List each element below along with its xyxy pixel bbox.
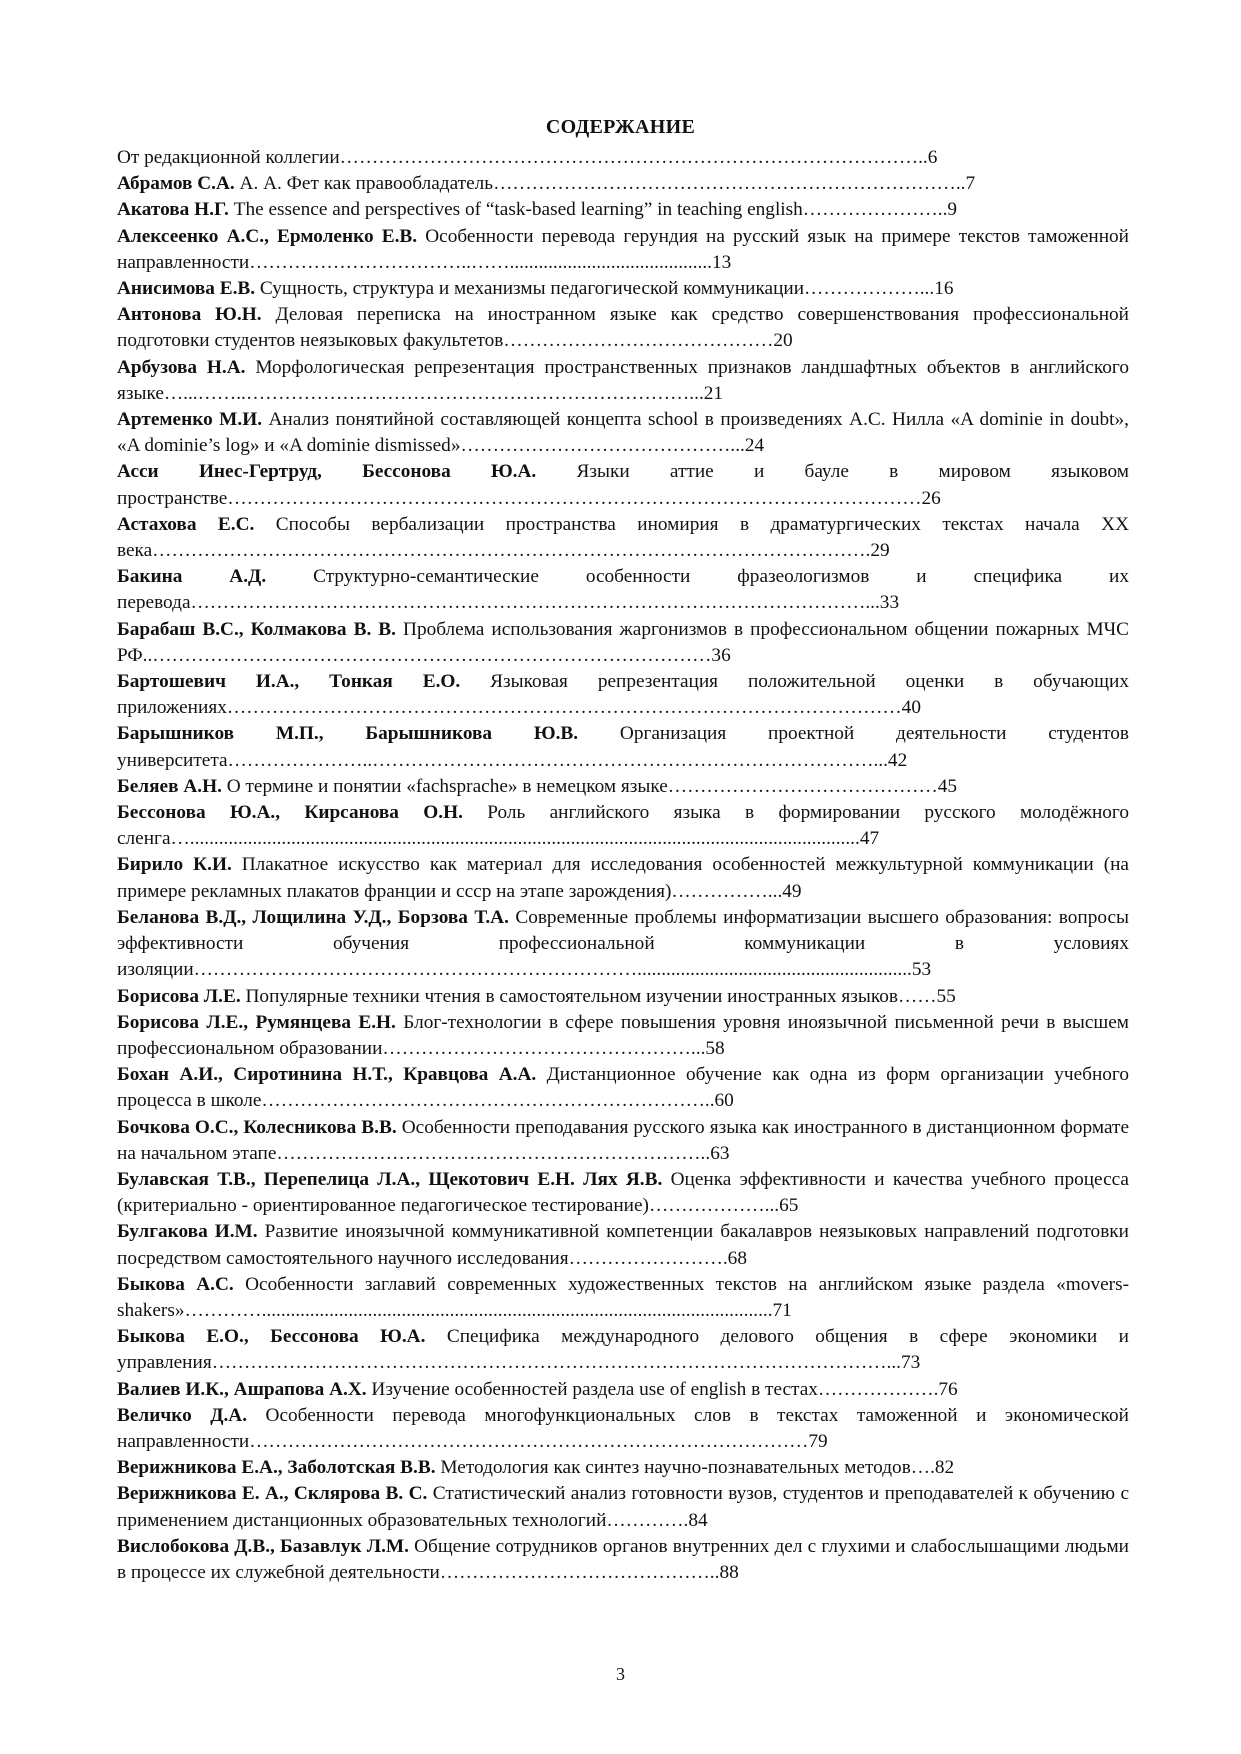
toc-entry <box>117 1219 1129 1271</box>
toc-entry-text: The essence and perspectives of “task-based learning” in teaching english…………………..9 <box>228 199 958 221</box>
toc-entry-authors: Валиев И.К., Ашрапова А.Х. <box>117 1378 367 1400</box>
toc-entry <box>117 302 1129 354</box>
toc-entry <box>117 1010 1129 1062</box>
toc-entry <box>117 1403 1129 1455</box>
toc-entry-authors: Бакина А.Д. <box>117 566 267 588</box>
toc-entry-authors: Булавская Т.В., Перепелица Л.А., Щекотович Е.Н. Лях Я.В. <box>117 1168 663 1190</box>
toc-entry <box>117 512 1129 564</box>
toc-entry <box>117 1062 1129 1114</box>
toc-entry <box>117 1324 1129 1376</box>
toc-entry-text: Проблема использования жаргонизмов в профессиональном общении пожарных МЧС РФ..……………………………………………………………………………36 <box>117 618 1129 666</box>
toc-entry-authors: Антонова Ю.Н. <box>117 304 262 326</box>
toc-entry-authors: Артеменко М.И. <box>117 409 263 431</box>
toc-entry <box>117 459 1129 511</box>
toc-entry <box>117 1115 1129 1167</box>
toc-entry-authors: Величко Д.А. <box>117 1404 248 1426</box>
toc-entry-authors: Асси Инес-Гертруд, Бессонова Ю.А. <box>117 461 537 483</box>
toc-entry <box>117 564 1129 616</box>
toc-entry <box>117 905 1129 984</box>
toc-entry-text: Развитие иноязычной коммуникативной компетенции бакалавров неязыковых направлений подготовки посредством самостоятельного научного исследования…………………….68 <box>117 1221 1129 1269</box>
toc-entry <box>117 1481 1129 1533</box>
toc-entry <box>117 1377 1129 1403</box>
toc-entry-authors: Бирило К.И. <box>117 854 232 876</box>
toc-entry-text: Языки аттие и бауле в мировом языковом пространстве………………………………………………………………………………………………26 <box>117 461 1129 509</box>
toc-entry-text: Изучение особенностей раздела use of english в тестах……………….76 <box>366 1378 958 1400</box>
toc-entry-text: О термине и понятии «fachsprache» в немецком языке……………………………………45 <box>221 775 958 797</box>
toc-entry-authors: Булгакова И.М. <box>117 1221 258 1243</box>
toc-entry <box>117 800 1129 852</box>
toc-entry <box>117 984 1129 1010</box>
toc-entry <box>117 669 1129 721</box>
toc-entry-text: Методология как синтез научно-познавательных методов….82 <box>435 1457 955 1479</box>
toc-entry-authors: Верижникова Е. А., Склярова В. С. <box>117 1483 428 1505</box>
toc-entry <box>117 197 1129 223</box>
toc-entry-text: Организация проектной деятельности студентов университета…………………..……………………………………………………………………...42 <box>117 723 1129 771</box>
toc-entry-authors: Астахова Е.С. <box>117 513 255 535</box>
toc-entry-text: Общение сотрудников органов внутренних дел с глухими и слабослышащими людьми в процессе их служебной деятельности……………………………………..88 <box>117 1535 1129 1583</box>
toc-entry-text: Особенности перевода герундия на русский язык на примере текстов таможенной направленности……………………………..……..........................................13 <box>117 225 1129 273</box>
toc-entry <box>117 276 1129 302</box>
toc-entry-text: Особенности заглавий современных художественных текстов на английском языке раздела «movers-shakers»…………..........................................................................................................71 <box>117 1273 1129 1321</box>
toc-entry-text: Структурно-семантические особенности фразеологизмов и специфика их перевода……………………………………………………………………………………………...33 <box>117 566 1129 614</box>
toc-entry-text: Морфологическая репрезентация пространственных признаков ландшафтных объектов в английского языке…...……..……………………………………………………………...21 <box>117 356 1129 404</box>
toc-entry-text: Особенности преподавания русского языка как иностранного в дистанционном формате на начальном этапе…………………………………………………………..63 <box>117 1116 1129 1164</box>
toc-entry-authors: Верижникова Е.А., Заболотская В.В. <box>117 1457 436 1479</box>
toc-entry-authors: Барышников М.П., Барышникова Ю.В. <box>117 723 579 745</box>
toc-entry <box>117 407 1129 459</box>
toc-entry <box>117 721 1129 773</box>
toc-entry-text: Современные проблемы информатизации высшего образования: вопросы эффективности обучения профессиональной коммуникации в условиях изоляции…………………………………………………………….........................................................53 <box>117 906 1129 981</box>
toc-entry-authors: Быкова А.С. <box>117 1273 234 1295</box>
toc-entry-authors: Бочкова О.С., Колесникова В.В. <box>117 1116 397 1138</box>
toc-entry-text: А. А. Фет как правообладатель………………………………………………………………..7 <box>234 173 976 195</box>
toc-entry-authors: Борисова Л.Е., Румянцева Е.Н. <box>117 1011 396 1033</box>
toc-entry-text: Анализ понятийной составляющей концепта school в произведениях А.С. Нилла «A dominie in doubt», «A dominie’s log» и «A dominie dismissed»……………………………………...24 <box>117 409 1129 457</box>
toc-entry <box>117 774 1129 800</box>
toc-entry-text: Роль английского языка в формировании русского молодёжного сленга…...........................................................................................................................................47 <box>117 802 1129 850</box>
toc-entry-text: Особенности перевода многофункциональных слов в текстах таможенной и экономической направленности……………………………………………………………………………79 <box>117 1404 1129 1452</box>
toc-entry <box>117 617 1129 669</box>
toc-entry-authors: Беланова В.Д., Лощилина У.Д., Борзова Т.А. <box>117 906 509 928</box>
toc-entries-list <box>117 145 1129 1586</box>
toc-entry-text: Оценка эффективности и качества учебного процесса (критериально - ориентированное педагогическое тестирование)………………...65 <box>117 1168 1129 1217</box>
toc-entry-text: Статистический анализ готовности вузов, студентов и преподавателей к обучению с применением дистанционных образовательных технологий………….84 <box>117 1483 1129 1531</box>
toc-entry-text: Деловая переписка на иностранном языке как средство совершенствования профессиональной подготовки студентов неязыковых факультетов……………………………………20 <box>117 304 1129 352</box>
toc-entry <box>117 145 1129 171</box>
toc-entry-text: Популярные техники чтения в самостоятельном изучении иностранных языков……55 <box>240 985 956 1007</box>
toc-entry-authors: Арбузова Н.А. <box>117 356 246 378</box>
toc-entry <box>117 1272 1129 1324</box>
toc-entry-text: Способы вербализации пространства иномирия в драматургических текстах начала XX века………………………………………………………………………………………………….29 <box>117 513 1130 562</box>
toc-entry <box>117 171 1129 197</box>
toc-entry-text: Сущность, структура и механизмы педагогической коммуникации………………...16 <box>255 278 954 300</box>
toc-entry-authors: Акатова Н.Г. <box>117 199 229 221</box>
page-number: 3 <box>616 1664 625 1684</box>
toc-entry-authors: Бартошевич И.А., Тонкая Е.О. <box>117 671 461 693</box>
toc-entry-text: Дистанционное обучение как одна из форм организации учебного процесса в школе……………………………………………………………..60 <box>117 1064 1129 1112</box>
toc-heading: СОДЕРЖАНИЕ <box>545 116 696 138</box>
toc-entry-authors: Абрамов С.А. <box>117 173 235 195</box>
toc-entry-authors: Алексеенко А.С., Ермоленко Е.В. <box>117 225 418 247</box>
toc-entry-authors: Быкова Е.О., Бессонова Ю.А. <box>117 1326 426 1348</box>
toc-entry-authors: Бохан А.И., Сиротинина Н.Т., Кравцова А.А. <box>117 1064 537 1086</box>
toc-entry-text: Блог-технологии в сфере повышения уровня иноязычной письменной речи в высшем профессиональном образовании…………………………………………...58 <box>117 1011 1130 1059</box>
toc-entry-authors: Барабаш В.С., Колмакова В. В. <box>117 618 396 640</box>
toc-entry <box>117 1455 1129 1481</box>
toc-entry <box>117 1167 1129 1219</box>
toc-entry-authors: Анисимова Е.В. <box>117 278 256 300</box>
toc-entry <box>117 355 1129 407</box>
toc-entry <box>117 224 1129 276</box>
toc-entry-text: Языковая репрезентация положительной оценки в обучающих приложениях……………………………………………………………………………………………40 <box>117 671 1129 719</box>
toc-entry-authors: Беляев А.Н. <box>117 775 222 797</box>
toc-entry-text: Специфика международного делового общения в сфере экономики и управления……………………………………………………………………………………………...73 <box>117 1326 1130 1374</box>
toc-entry-authors: Борисова Л.Е. <box>117 985 241 1007</box>
toc-entry <box>117 852 1129 904</box>
toc-entry <box>117 1534 1129 1586</box>
toc-entry-authors: Вислобокова Д.В., Базавлук Л.М. <box>117 1535 409 1557</box>
toc-entry-text: Плакатное искусство как материал для исследования особенностей межкультурной коммуникации (на примере рекламных плакатов франции и ссср на этапе зарождения)……………...49 <box>117 854 1129 902</box>
toc-entry-text: От редакционной коллегии………………………………………………………………………………..6 <box>117 147 938 168</box>
toc-entry-authors: Бессонова Ю.А., Кирсанова О.Н. <box>117 802 463 824</box>
